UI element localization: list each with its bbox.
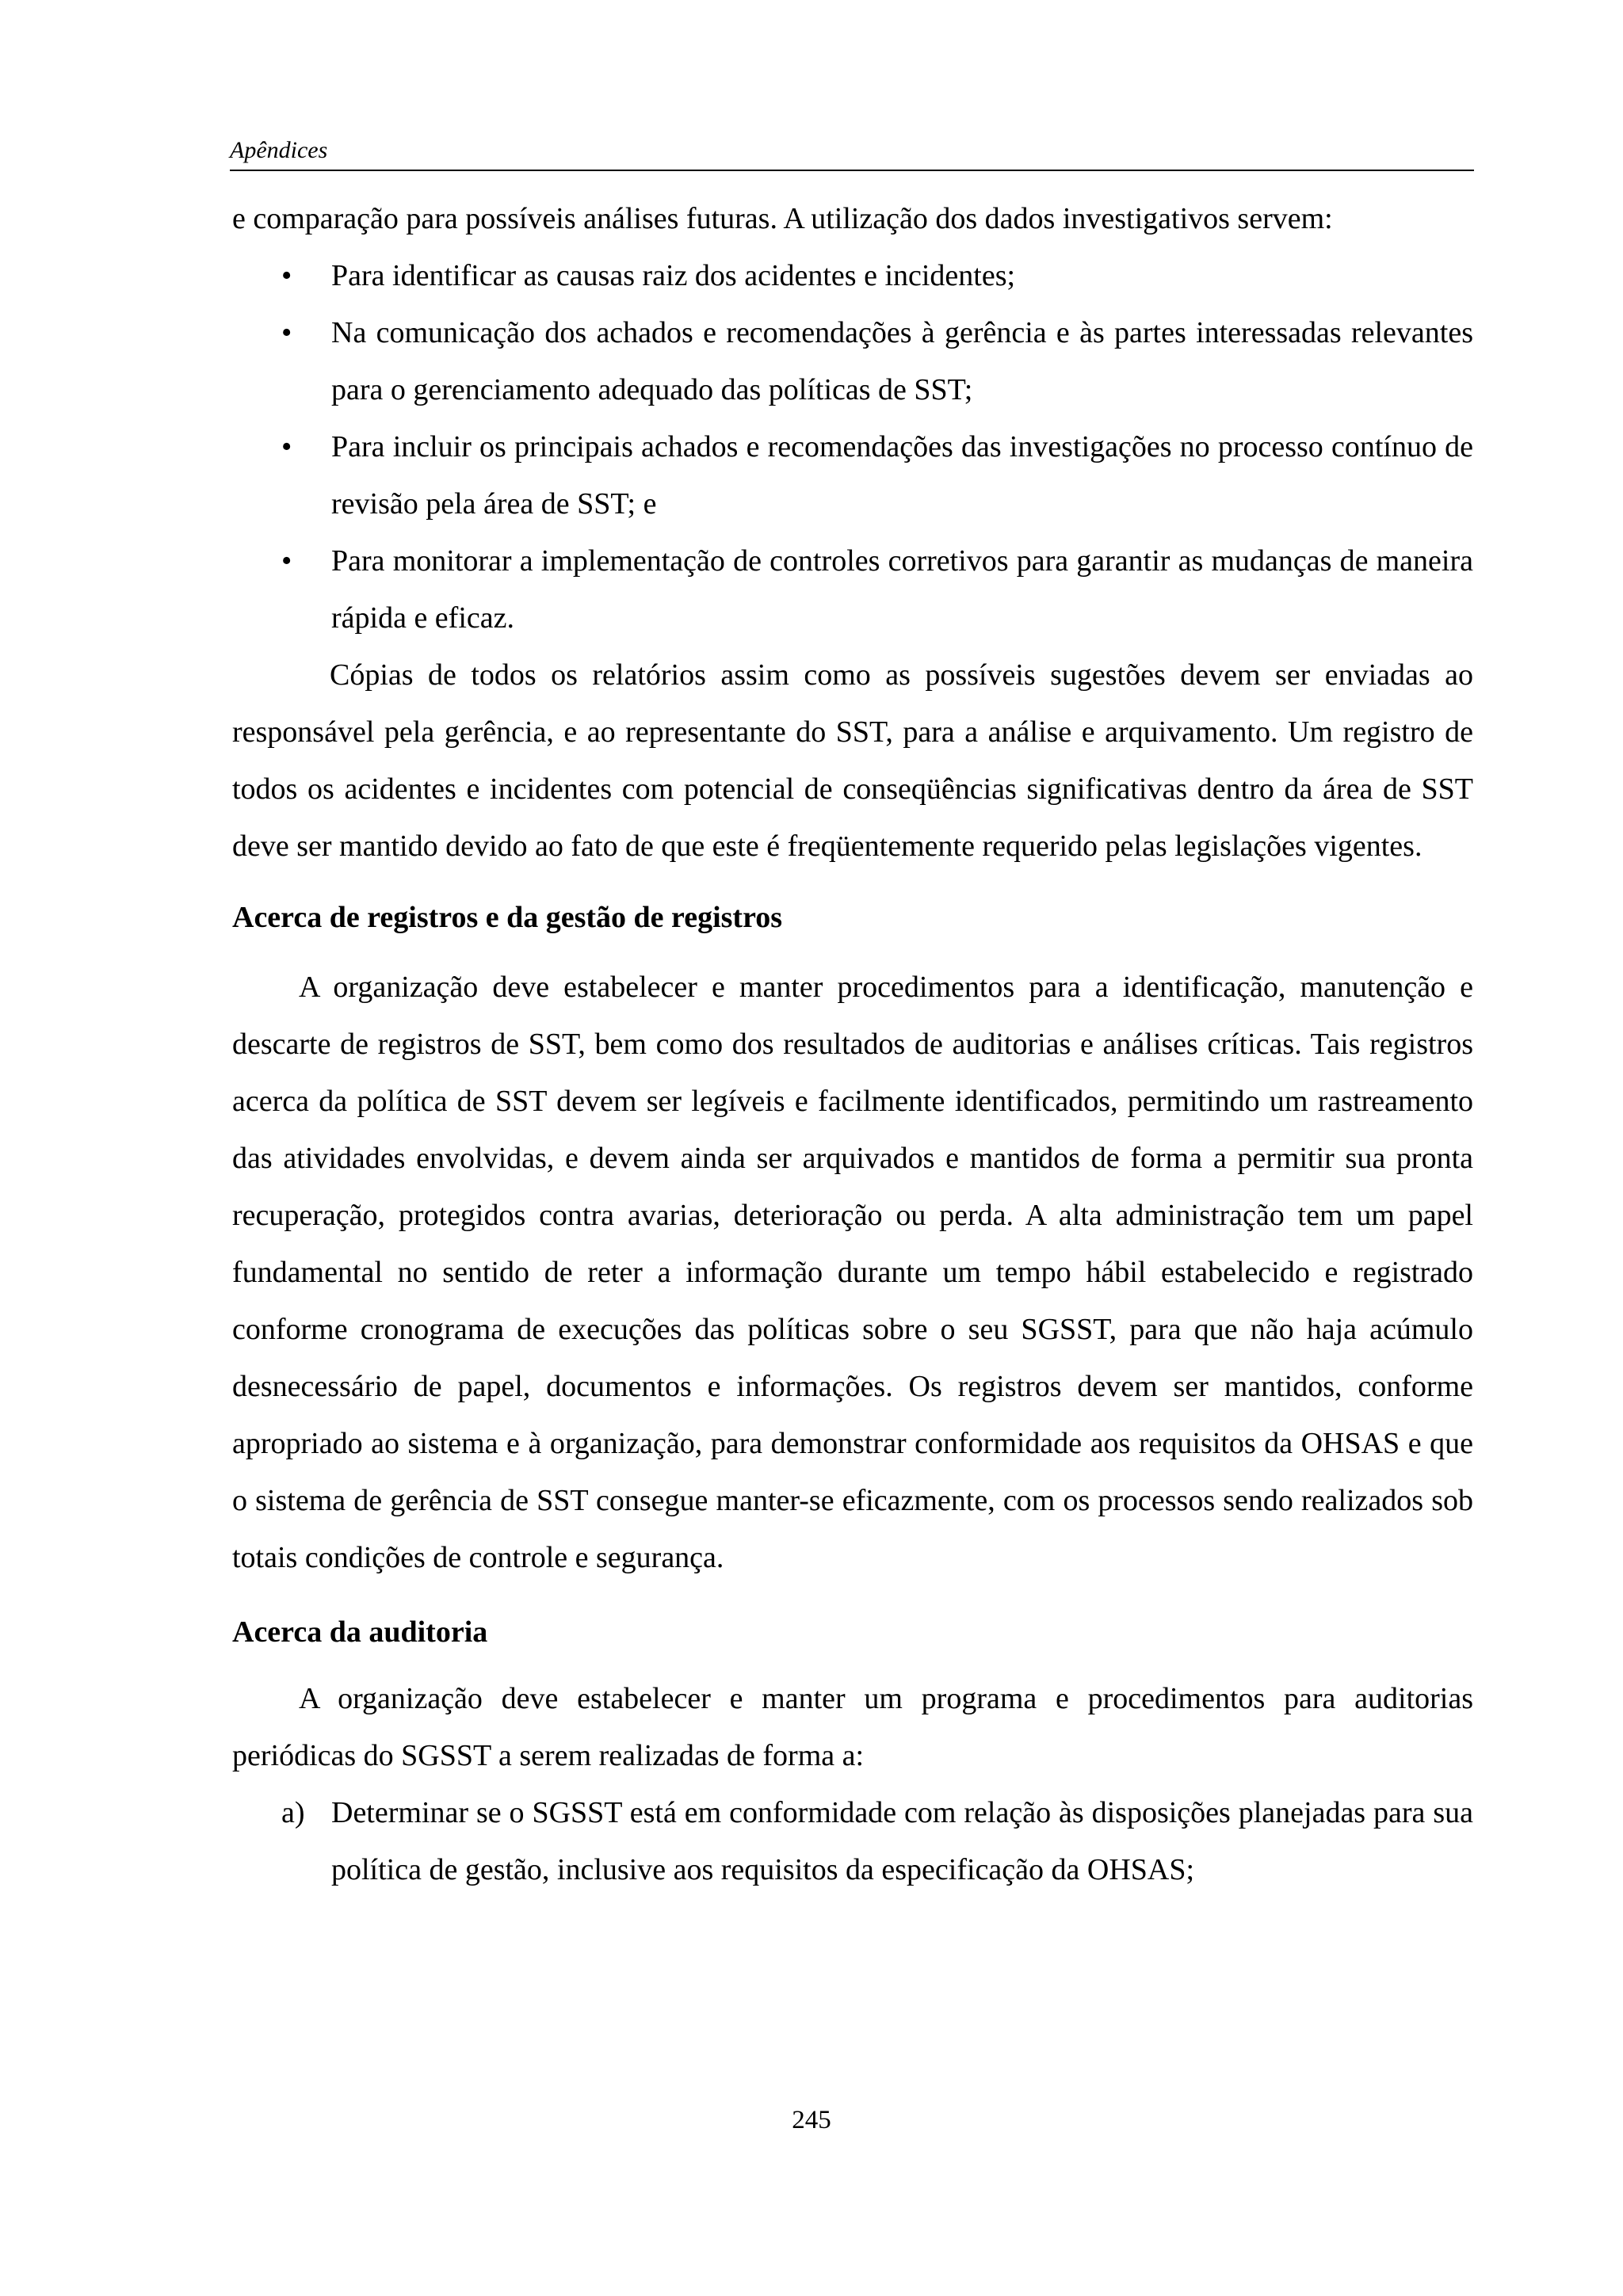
- bullet-list: [232, 247, 1473, 646]
- running-header: Apêndices: [230, 135, 1474, 171]
- audit-item-list: [232, 1784, 1473, 1898]
- section-heading-records: Acerca de registros e da gestão de registros: [232, 901, 783, 934]
- bullet-item: [232, 532, 1473, 646]
- bullet-icon: •: [281, 259, 292, 292]
- bullet-item: [232, 418, 1473, 532]
- audit-item-text: Determinar se o SGSST está em conformidade com relação às disposições planejadas para sua política de gestão, inclusive aos requisitos da especificação da OHSAS;: [331, 1796, 1473, 1886]
- bullet-text: Para identificar as causas raiz dos acidentes e incidentes;: [331, 259, 1016, 292]
- bullet-text: Para monitorar a implementação de controles corretivos para garantir as mudanças de maneira rápida e eficaz.: [331, 544, 1473, 635]
- bullet-text: Na comunicação dos achados e recomendações à gerência e às partes interessadas relevantes para o gerenciamento adequado das políticas de SST;: [331, 316, 1473, 406]
- intro-line: e comparação para possíveis análises futuras. A utilização dos dados investigativos servem:: [232, 202, 1333, 235]
- paragraph-records: A organização deve estabelecer e manter procedimentos para a identificação, manutenção e descarte de registros de SST, bem como dos resultados de auditorias e análises críticas. Tais registros acerca da política de SST devem ser legíveis e facilmente identificados, permitindo um rastreamento das atividades envolvidas, e devem ainda ser arquivados e mantidos de forma a permitir sua pronta recuperação, protegidos contra avarias, deterioração ou perda. A alta administração tem um papel fundamental no sentido de reter a informação durante um tempo hábil estabelecido e registrado conforme cronograma de execuções das políticas sobre o seu SGSST, para que não haja acúmulo desnecessário de papel, documentos e informações. Os registros devem ser mantidos, conforme apropriado ao sistema e à organização, para demonstrar conformidade aos requisitos da OHSAS e que o sistema de gerência de SST consegue manter-se eficazmente, com os processos sendo realizados sob totais condições de controle e segurança.: [232, 971, 1473, 1574]
- bullet-icon: •: [281, 316, 292, 349]
- section-heading-audit: Acerca da auditoria: [232, 1615, 488, 1649]
- bullet-item: [232, 247, 1473, 304]
- bullet-item: [232, 304, 1473, 418]
- paragraph-copies: Cópias de todos os relatórios assim como as possíveis sugestões devem ser enviadas ao responsável pela gerência, e ao representante do SST, para a análise e arquivamento. Um registro de todos os acidentes e incidentes com potencial de conseqüências significativas dentro da área de SST deve ser mantido devido ao fato de que este é freqüentemente requerido pelas legislações vigentes.: [232, 658, 1473, 863]
- bullet-icon: •: [281, 430, 292, 463]
- audit-item: [232, 1784, 1473, 1898]
- bullet-text: Para incluir os principais achados e recomendações das investigações no processo contínuo de revisão pela área de SST; e: [331, 430, 1473, 521]
- page-number: 245: [792, 2106, 831, 2134]
- bullet-icon: •: [281, 544, 292, 578]
- paragraph-audit: A organização deve estabelecer e manter um programa e procedimentos para auditorias periódicas do SGSST a serem realizadas de forma a:: [232, 1682, 1473, 1772]
- body-text: [232, 190, 1473, 1898]
- audit-item-marker: a): [281, 1796, 305, 1829]
